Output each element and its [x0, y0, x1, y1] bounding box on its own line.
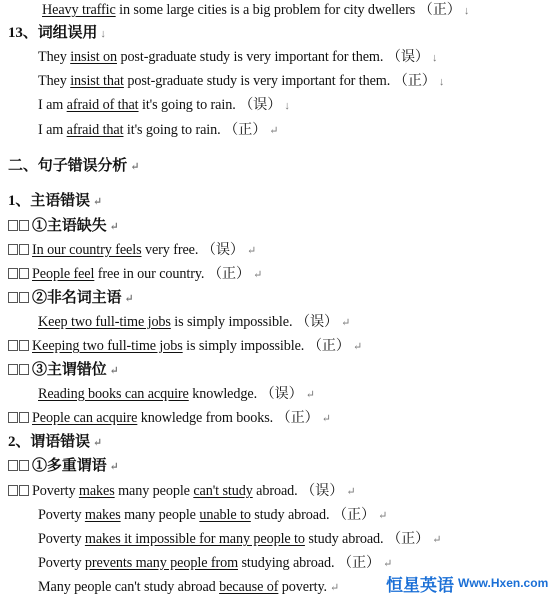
text-run: many people [120, 507, 200, 523]
text-line [8, 336, 362, 357]
text-run: I am [38, 97, 67, 113]
underlined-phrase: because of [219, 579, 279, 595]
placeholder-box [8, 340, 18, 351]
underlined-phrase: In our country feels [32, 242, 142, 258]
text-run: ③主谓错位 [32, 362, 107, 378]
text-run: 二、句子错误分析 [8, 158, 128, 174]
text-line [38, 505, 387, 526]
placeholder-box [19, 244, 29, 255]
text-line [38, 95, 290, 116]
text-run: free in our country. （正） [94, 266, 251, 282]
paragraph-mark-icon: ↵ [109, 365, 119, 377]
paragraph-mark-icon: ↓ [284, 100, 290, 112]
text-run: They [38, 73, 71, 89]
underlined-phrase: afraid of that [66, 97, 139, 113]
text-run: study abroad. （正） [304, 531, 430, 547]
placeholder-box [8, 268, 18, 279]
paragraph-mark-icon: ↵ [305, 389, 315, 401]
placeholder-box [8, 220, 18, 231]
sub-heading [8, 456, 119, 477]
placeholder-boxes [8, 456, 30, 476]
text-run: abroad. （误） [252, 483, 344, 499]
text-run: Poverty [32, 483, 79, 499]
sub-heading [8, 216, 119, 237]
paragraph-mark-icon: ↓ [100, 28, 106, 40]
text-run: post-graduate study is very important for them. （正） [123, 73, 436, 89]
text-line [38, 529, 441, 550]
underlined-phrase: People feel [32, 266, 95, 282]
text-run: study abroad. （正） [250, 507, 376, 523]
paragraph-mark-icon: ↵ [269, 125, 279, 137]
underlined-phrase: Keeping two full-time jobs [32, 338, 183, 354]
underlined-phrase: Keep two full-time jobs [38, 314, 171, 330]
text-line [8, 264, 262, 285]
text-run: Many people can't study abroad [38, 579, 220, 595]
placeholder-box [8, 292, 18, 303]
text-line [38, 553, 392, 574]
text-run: I am [38, 122, 67, 138]
watermark-brand: 恒星英语 [386, 575, 454, 596]
text-run: very free. （误） [141, 242, 245, 258]
text-run: ①主语缺失 [32, 218, 107, 234]
text-run: Poverty [38, 531, 85, 547]
text-run: ①多重谓语 [32, 458, 107, 474]
paragraph-mark-icon: ↵ [124, 293, 134, 305]
text-line [38, 577, 339, 598]
section-heading [8, 191, 102, 212]
placeholder-box [19, 340, 29, 351]
text-run: studying abroad. （正） [238, 555, 381, 571]
text-run: in some large cities is a big problem for city dwellers （正） [115, 2, 461, 18]
underlined-phrase: prevents many people from [84, 555, 239, 571]
text-run: ②非名词主语 [32, 290, 122, 306]
placeholder-boxes [8, 481, 30, 501]
section-heading [8, 156, 139, 177]
placeholder-box [8, 244, 18, 255]
text-run: 1、主语错误 [8, 193, 90, 209]
paragraph-mark-icon: ↵ [253, 269, 263, 281]
paragraph-mark-icon: ↵ [109, 461, 119, 473]
placeholder-box [8, 485, 18, 496]
text-run: 13、词组误用 [8, 25, 98, 41]
text-run: Poverty [38, 555, 85, 571]
placeholder-box [8, 412, 18, 423]
paragraph-mark-icon: ↵ [247, 245, 257, 257]
placeholder-boxes [8, 264, 30, 284]
paragraph-mark-icon: ↵ [109, 221, 119, 233]
text-line [42, 0, 469, 21]
paragraph-mark-icon: ↵ [341, 317, 351, 329]
placeholder-boxes [8, 288, 30, 308]
text-line [8, 481, 355, 502]
placeholder-box [19, 412, 29, 423]
text-run: it's going to rain. （误） [138, 97, 282, 113]
text-run: is simply impossible. （正） [182, 338, 350, 354]
paragraph-mark-icon: ↵ [432, 534, 442, 546]
text-run: 2、谓语错误 [8, 434, 90, 450]
text-run: knowledge. （误） [188, 386, 303, 402]
underlined-phrase: makes it impossible for many people to [84, 531, 305, 547]
underlined-phrase: afraid that [66, 122, 124, 138]
paragraph-mark-icon: ↵ [92, 196, 103, 208]
paragraph-mark-icon: ↵ [321, 413, 331, 425]
placeholder-box [8, 460, 18, 471]
text-run: They [38, 49, 71, 65]
text-line [38, 384, 315, 405]
text-line [38, 120, 278, 141]
section-heading [8, 432, 102, 453]
paragraph-mark-icon: ↓ [463, 5, 470, 17]
placeholder-box [19, 485, 29, 496]
watermark-logo [386, 572, 548, 594]
text-line [8, 240, 256, 261]
paragraph-mark-icon: ↵ [378, 510, 388, 522]
text-line [38, 47, 437, 68]
text-run: post-graduate study is very important for them. （误） [117, 49, 429, 65]
text-line [8, 408, 331, 429]
text-line [38, 71, 444, 92]
text-run: is simply impossible. （误） [170, 314, 339, 330]
placeholder-boxes [8, 336, 30, 356]
text-run: it's going to rain. （正） [123, 122, 267, 138]
placeholder-box [19, 292, 29, 303]
underlined-phrase: People can acquire [32, 410, 138, 426]
underlined-phrase: makes [84, 507, 121, 523]
underlined-phrase: makes [78, 483, 115, 499]
placeholder-box [19, 364, 29, 375]
underlined-phrase: insist on [70, 49, 117, 65]
text-run: many people [114, 483, 194, 499]
underlined-phrase: Reading books can acquire [38, 386, 189, 402]
paragraph-mark-icon: ↵ [346, 486, 356, 498]
text-run: Poverty [38, 507, 85, 523]
paragraph-mark-icon: ↵ [329, 582, 340, 594]
text-run: poverty. [278, 579, 327, 595]
underlined-phrase: Heavy traffic [42, 2, 116, 18]
sub-heading [8, 360, 119, 381]
text-line [38, 312, 350, 333]
sub-heading [8, 288, 134, 309]
placeholder-boxes [8, 360, 30, 380]
underlined-phrase: can't study [193, 483, 253, 499]
section-heading [8, 23, 106, 44]
paragraph-mark-icon: ↵ [92, 437, 103, 449]
text-run: knowledge from books. （正） [137, 410, 319, 426]
paragraph-mark-icon: ↵ [130, 161, 140, 173]
paragraph-mark-icon: ↵ [352, 341, 363, 353]
placeholder-boxes [8, 240, 30, 260]
watermark-url: Www.Hxen.com [458, 576, 549, 590]
placeholder-box [8, 364, 18, 375]
underlined-phrase: unable to [199, 507, 251, 523]
placeholder-box [19, 460, 29, 471]
paragraph-mark-icon: ↓ [438, 76, 445, 88]
placeholder-boxes [8, 408, 30, 428]
paragraph-mark-icon: ↓ [432, 52, 438, 64]
placeholder-box [19, 268, 29, 279]
placeholder-boxes [8, 216, 30, 236]
placeholder-box [19, 220, 29, 231]
paragraph-mark-icon: ↵ [383, 558, 393, 570]
underlined-phrase: insist that [70, 73, 124, 89]
